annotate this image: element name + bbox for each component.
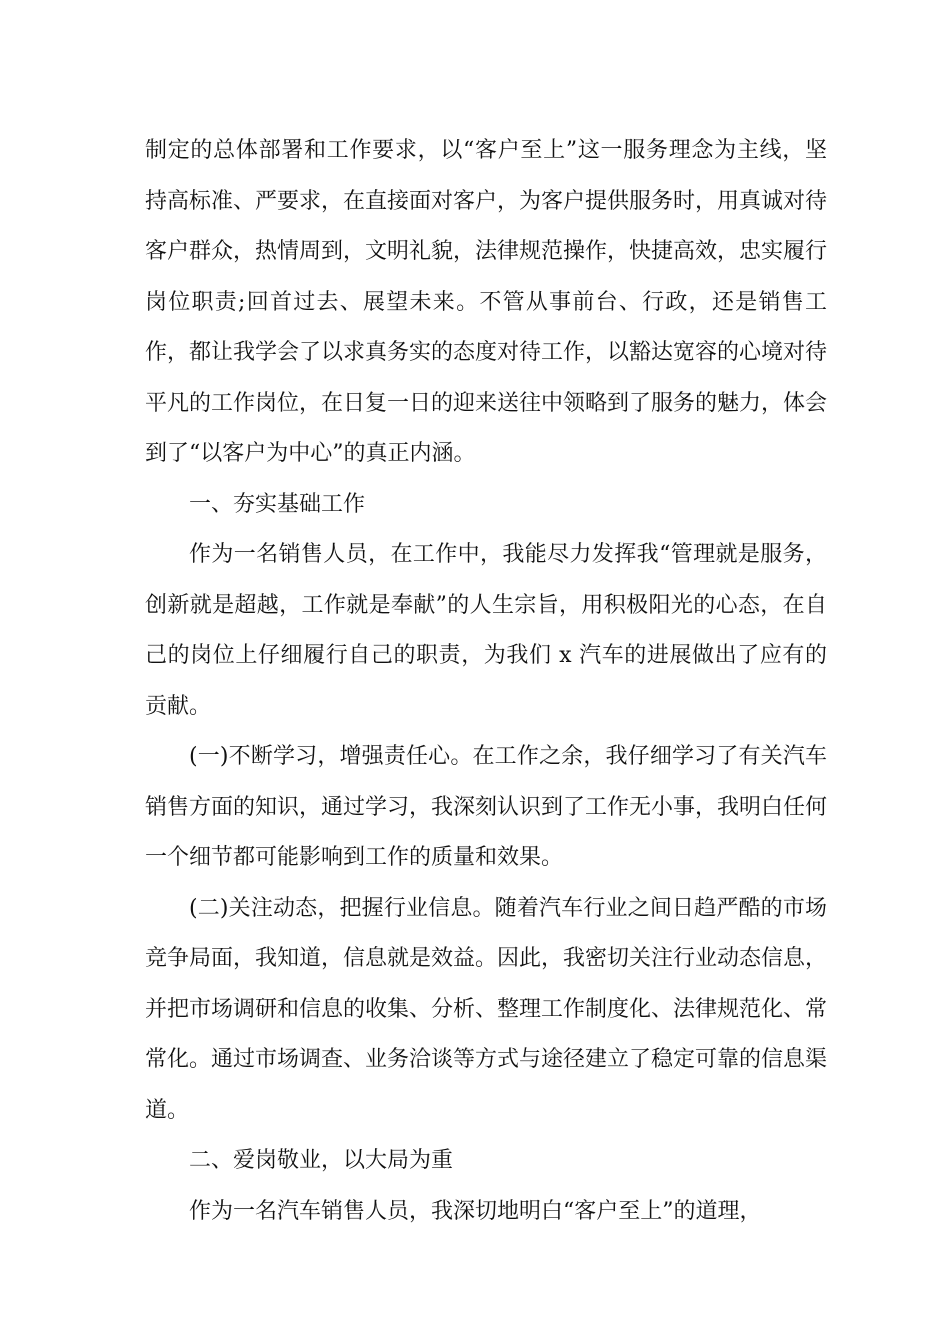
paragraph-continuous-learning: (一)不断学习，增强责任心。在工作之余，我仔细学习了有关汽车销售方面的知识，通过学习，我深刻认识到了工作无小事，我明白任何一个细节都可能影响到工作的质量和效果。: [145, 744, 828, 870]
paragraph-industry-information: (二)关注动态，把握行业信息。随着汽车行业之间日趋严酷的市场竞争局面，我知道，信息就是效益。因此，我密切关注行业动态信息，并把市场调研和信息的收集、分析、整理工作制度化、法律规范化、常常化。通过市场调查、业务洽谈等方式与途径建立了稳定可靠的信息渠道。: [145, 895, 828, 1123]
heading-foundation-work: 一、夯实基础工作: [189, 491, 366, 517]
heading-dedication: 二、爱岗敬业，以大局为重: [189, 1148, 454, 1173]
document-body: [145, 126, 827, 1237]
paragraph-customer-first: 作为一名汽车销售人员，我深切地明白“客户至上”的道理，: [189, 1198, 762, 1224]
paragraph-service-philosophy: 制定的总体部署和工作要求，以“客户至上”这一服务理念为主线，坚持高标准、严要求，在直接面对客户，为客户提供服务时，用真诚对待客户群众，热情周到，文明礼貌，法律规范操作，快捷高效，忠实履行岗位职责;回首过去、展望未来。不管从事前台、行政，还是销售工作，都让我学会了以求真务实的态度对待工作，以豁达宽容的心境对待平凡的工作岗位，在日复一日的迎来送往中领略到了服务的魅力，体会到了“以客户为中心”的真正内涵。: [145, 138, 828, 466]
paragraph-sales-role: 作为一名销售人员，在工作中，我能尽力发挥我“管理就是服务，创新就是超越，工作就是奉献”的人生宗旨，用积极阳光的心态，在自己的岗位上仔细履行自己的职责，为我们 x 汽车的进展做出了应有的贡献。: [145, 542, 827, 719]
